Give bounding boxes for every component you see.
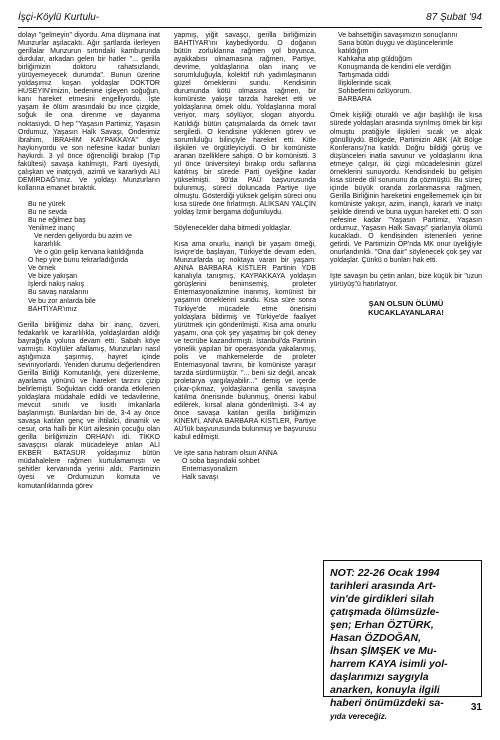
verse-line: O soba başındaki sohbet (182, 458, 260, 466)
verse-line: Kahkaha atıp güldüğüm (338, 56, 412, 64)
poem-line: Bu savaş naralarını (28, 289, 89, 297)
verse-line: BARBARA (338, 96, 372, 104)
column1-paragraph-2: Gerilla birliğimiz daha bir inanç, özveri, fedakarlık ve kararlılıkla, yoldaşlardan aldığı bayrağıyla yoluna devam etti. Sabah köye varmıştı. Köylüler afallamış, Munzurları nasıl aştığımıza şaşırmış, hayret içinde sevinıyorlardı. Yeniden durumu değerlendiren Gerilla Birliği Komutanlığı, yeni düzenleme, ayarlama yönünü ve hareket tarzını çizip belirlemişti. Soğuktan ciddi oranda etkilenen yoldaşlara müdahale edildi ve tedavilerine, mevcut sınırlı ve kısıtlı imkanlarla başlanmıştı. Bunlardan biri de, 3-4 ay önce savaşa katılan genç ve ihtilalci, dinamik ve cesur, orta halli bir Kürt ailesinin çocuğu olan gerilla birliğimizin ORHAN'ı idi. TİKKO savaşçısı olarak mücadeleye atılan ALİ EKBER BATASUR yoldaşımız bütün müdahalelere rağmen kurtulamamıştı ve şehitler kervanında yerini aldı. Partimizin üyesi ve Ordumuzun komuta ve komutanlıklarında görev (18, 321, 160, 490)
note-line: anarken, konuyla ilgili (330, 684, 440, 696)
note-line: şen; Erhan ÖZTÜRK, (330, 619, 434, 631)
column1-paragraph-1: dolayı "gelmeyin" diyordu. Ama düşmana inat Munzurlar aşılacaktı. Ağır şartlarda ilerleyen gerillalar Munzurun sırtındaki kamburunda durdular, arkadan gelen bir hatler "... gerilla birliğimizin doktoru rahatsızlandı, yürüyemeyecek durumda". Bunun üzerine yoldaşımız koşan yoldaşlar DOKTOR HÜSEYİN'imizin, bedenine işleyen soğuğun, kanı hareket etmesini engelliyordu. İşte yaşam ile ölüm arasındaki bu ince çizgide, soğuk ile ona direnme ve dayanma noktasıydı. O hep "Yaşasın Partimiz, Yaşasın Ordumuz, Yaşasın Halk Savaşı, Önderimiz İbrahim, İBRAHİM KAYPAKKAYA" diye haykırıyordu ve son nefesine kadar bunları haykırdı. 3 yıl önce öğrenciliği bırakıp (Tıp fakültesi) savaşa katılmıştı, Parti üyesiydi, çalışkan ve inatçıydı, azimli ve kararlıydı ALİ DEMİRDAĞ'ımız. Ve yoldaşı Munzurların kollarına emanet bıraktık. (18, 32, 160, 192)
verse-line: Konuşmanda de kendini ele verdiğin (338, 64, 451, 72)
note-line: NOT: 22-26 Ocak 1994 (330, 567, 440, 579)
note-line: Hasan ÖZDOĞAN, (330, 632, 422, 644)
page-number: 31 (470, 702, 482, 713)
header-rule (18, 27, 482, 28)
verse-line: Tartışmada ciddi (338, 72, 389, 80)
verse-line: Sohbetlerini özlüyorum. (338, 88, 412, 96)
note-line: çatışmada ölümsüzle- (330, 606, 440, 618)
verse-line: Enternasyonalizm (182, 466, 238, 474)
slogan-line: ŞAN OLSUN ÖLÜMÜ (368, 299, 444, 309)
note-line: İhsan ŞİMŞEK ve Mu- (330, 645, 437, 657)
poem-line: Bu ne sevda (28, 208, 67, 216)
poem-line: BAHTİYAR'ımız (28, 305, 78, 313)
poem-line: Yenilmez inanç (28, 225, 75, 233)
note-line: harrem KAYA isimli yol- (330, 658, 448, 670)
verse-line: Halk savaşı (182, 474, 219, 482)
poem-line: İşlerdi nakış nakış (28, 281, 85, 289)
poem-line: Ve bu zor anlarda bile (28, 297, 96, 305)
column2-paragraph-2: Söylenecekler daha bitmedi yoldaşlar. (174, 225, 292, 233)
verse-line: Ve bahsettiğin savaşımızın sonuçlarını (338, 32, 458, 39)
closing-slogan (330, 299, 482, 317)
column-1 (18, 32, 160, 491)
poem-line: Ve o gün gelip kervana katıldığında (34, 249, 144, 257)
note-line: tarihleri arasında Art- (330, 580, 436, 592)
note-line: haberi önümüzdeki sa- (330, 697, 444, 709)
note-line: daşlarımızı saygıyla (330, 671, 429, 683)
note-line: yıda vereceğiz. (330, 712, 387, 721)
poem-line: Bu ne eğilmez baş (28, 217, 86, 225)
poem-line: O hep yine bunu tekrarladığında (28, 257, 129, 265)
column2-verse (174, 458, 316, 482)
poem-line: Ve örnek (28, 265, 56, 273)
column2-paragraph-4: Ve işte sana hatıram olsun ANNA (174, 450, 278, 458)
header-date: 87 Şubat '94 (426, 12, 482, 23)
column3-paragraph-1: Örnek kişiliği oturaklı ve ağır başlılığı ile kısa sürede yoldaşları arasında sıyrılmış örnek bir kişi olmuştu pratiğiyle ilişkileri sıcak ve alçak gönüllüydü. Bölgede, Partimizin ABK (Alt Bölge Konferansı)'na katıldı. Doğru bildiği görüş ve düşünceleri inatla savunur ve yoldaşlarını ikna etmeye çalışır, iki çizgi mücadelesinin güzel örneklerini sunuyordu. Kendisindeki bu gelişim kısa sürede dil sorununu da çözmüştü. Bu süreç içinde büyük oranda zorlanmasına rağmen, Gerilla Birliğinin hareketini engellememek için bir komüniste yakışır, azim, inançlı, kararlı ve inatçı şekilde direndi ve buna uygun hareket etti. O son nefesine kadar "Yaşasın Partimiz, Yaşasın ordumuz, Yaşasın Halk Savaşı" şiarlarıyla ölümü kucakladı. O kendisinden istenenleri yerine getirdi. Ve Partimizin ÖP'nda MK onur üyeliğiyle onurlandırıldı. "Ona dair" söylenecek çok şey var yoldaşlar. Çünkü o bunları hak etti. (330, 112, 482, 265)
column-3 (330, 32, 482, 317)
poem-line: Ve nerden geliyordu bu azim ve kararlılık (34, 233, 133, 249)
poem-line: Bu ne yürek (28, 200, 66, 208)
header-publication: İşçi-Köylü Kurtulu- (18, 12, 100, 23)
poem-line: Ve bize yakışan (28, 273, 78, 281)
slogan-line: KUCAKLAYANLARA! (368, 308, 444, 318)
poem (28, 201, 160, 314)
column2-paragraph-3: Kısa ama onurlu, inançlı bir yaşam örneği, İsviçre'de başlayan, Türkiye'de devam eden, Munzurlarda uç noktaya varan bir yaşam: ANNA BARBARA KİSTLER Partinin YDB kanalıyla tanışmış, KAYPAKKAYA yoldaşın görüşlerini benimsemiş, proleter Enternasyonalizmine inanmış, komünist bir yaşamın örneklerini sundu. Kısa süre sonra Türkiye'de mücadele etme önerisini yoldaşlara bildirmiş ve Türkiye'de faaliyet yürütmek için gönderilmişti. Kısa ama onurlu yaşamı, ona çok şey yaşatmış bir çok deney ve tecrübe kazandırmıştı. İstanbul'da Partinin yönelik yapılan bir operasyonda yakalanmış, polis ve mahkemelerde de proleter Enternasyonal tavrını, bir komüniste yaraşır tarzda sürdürmüştür. "... beni siz değil, ancak proletarya yargılayabilir..." demiş ve içerde çıkar-çıkmaz, yoldaşlarına gerilla savaşına katılma önerisinde bulunmuş, önerisi kabul edilerek, kırsal alana gönderilmişti. 3-4 ay önce savaşa katılan gerilla birliğimizin KİNEM'i, ANNA BARBARA KİSTLER, Partiye AÜ'lük başvurusunda bulunmuş ve başvurusu kabul edilmişti. (174, 241, 316, 442)
column2-paragraph-1: yapmış, yiğit savaşçı, gerilla birliğimizin BAHTİYAR'ını kaybediyordu. O doğanın bütün zorluklarına rağmen yol boyunca, ayakkabısı olmamasına rağmen, Partiye, devrime, yoldaşlarına olan inanç ve sorumluluğuyla, kolektif ruh yadımlaşmanın güzel örneklerini sundu. Kendisinin durumunda kötü olmasına rağmen, bir komüniste yakışır tarzda hareket etti ve yoldaşlarına örnek oldu. Yoldaşlarına moral veriyor, marş söylüyor, slogan atıyordu. Katıldığı bütün çatışmalarda da örnek tavır sergiledi. O kendisine yüklenen görev ve sorumluluğu bilinçiyle hareket etti. Kitle ilişkileri ve örgütleyiciydi. O bir komüniste aranan özelliklere sahipti. O bir komünistti. 3 yıl önce üniversiteyi bırakıp ordu saflarına katılmış bir sürede Parti üyeliğine kadar yükselmişti. 90'da PAÜ başvurusunda bulunmuş, süreci doluncada Partiye üye olmuştu. Gösterdiği yüksek gelişim süreci onu kısa sürede öne fırlatmıştı. ALİKSAN YALÇIN yoldaş İzmir bergama doğumluydu. (174, 32, 317, 217)
column-2 (174, 32, 316, 482)
verse-line: Sana bütün duygu ve düşüncelerimle katıldığım (338, 40, 454, 56)
column3-verse (330, 32, 482, 104)
note-line: vin'de girdikleri silah (330, 593, 435, 605)
verse-line: İlişkilerinde sıcak (338, 80, 391, 88)
column3-paragraph-2: İşte savaşın bu çetin anları, bize küçük bir "uzun yürüyüş"ü hatırlatıyor. (330, 273, 482, 289)
